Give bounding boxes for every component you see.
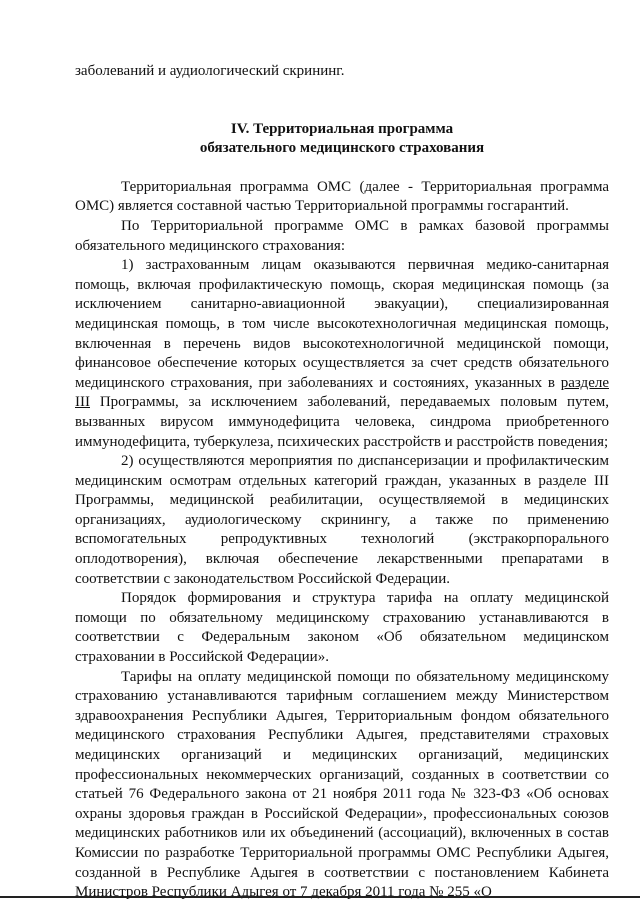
paragraph-3-text-b: Программы, за исключением заболеваний, передаваемых половым путем, вызванных вирусом иммунодефицита человека, синдрома приобретенного иммунодефицита, туберкулеза, психических расстройств и расстройств поведения; bbox=[75, 394, 609, 450]
paragraph-5: Порядок формирования и структура тарифа на оплату медицинской помощи по обязательному медицинскому страхованию устанавливаются в соответствии с Федеральным законом «Об обязательном медицинском страховании в Российской Федерации». bbox=[75, 590, 609, 666]
document-body bbox=[75, 62, 609, 903]
paragraph-4: 2) осуществляются мероприятия по диспансеризации и профилактическим медицинским осмотрам отдельных категорий граждан, указанных в разделе III Программы, медицинской реабилитации, осуществляемой в медицинских организациях, аудиологическому скринингу, а также по применению вспомогательных репродуктивных технологий (экстракорпорального оплодотворения), включая обеспечение лекарственными препаратами в соответствии с законодательством Российской Федерации. bbox=[75, 453, 609, 587]
page-bottom-border bbox=[0, 896, 640, 898]
section-heading-line-1: IV. Территориальная программа bbox=[230, 120, 454, 137]
spacer bbox=[75, 82, 609, 120]
paragraph-6: Тарифы на оплату медицинской помощи по обязательному медицинскому страхованию устанавливаются тарифным соглашением между Министерством здравоохранения Республики Адыгея, Территориальным фондом обязательного медицинского страхования Республики Адыгея, представителями страховых медицинских организаций и медицинских организаций, медицинских профессиональных некоммерческих организаций, созданных в соответствии со статьей 76 Федерального закона от 21 ноября 2011 года № 323-ФЗ «Об основах охраны здоровья граждан в Российской Федерации», профессиональных союзов медицинских работников или их объединений (ассоциаций), включенных в состав Комиссии по разработке Территориальной программы ОМС Республики Адыгея, созданной в Республике Адыгея в соответствии с постановлением Кабинета Министров Республики Адыгея от 7 декабря 2011 года № 255 «О bbox=[75, 668, 609, 901]
paragraph-3-text-a: 1) застрахованным лицам оказываются первичная медико-санитарная помощь, включая профилактическую помощь, скорая медицинская помощь (за исключением санитарно-авиационной эвакуации), специализированная медицинская помощь, в том числе высокотехнологичная медицинская помощь, включенная в перечень видов высокотехнологичной медицинской помощи, финансовое обеспечение которых осуществляется за счет средств обязательного медицинского страхования, при заболеваниях и состояниях, указанных в bbox=[75, 257, 609, 391]
paragraph-1: Территориальная программа ОМС (далее - Территориальная программа ОМС) является составной частью Территориальной программы госгарантий. bbox=[75, 178, 609, 215]
section-heading-line-2: обязательного медицинского страхования bbox=[199, 140, 485, 157]
spacer bbox=[75, 159, 609, 178]
paragraph-3 bbox=[75, 256, 609, 452]
continuation-line: заболеваний и аудиологический скрининг. bbox=[75, 63, 345, 79]
paragraph-2: По Территориальной программе ОМС в рамках базовой программы обязательного медицинского страхования: bbox=[75, 217, 609, 254]
section-iii-link[interactable]: разделе III bbox=[75, 374, 609, 411]
